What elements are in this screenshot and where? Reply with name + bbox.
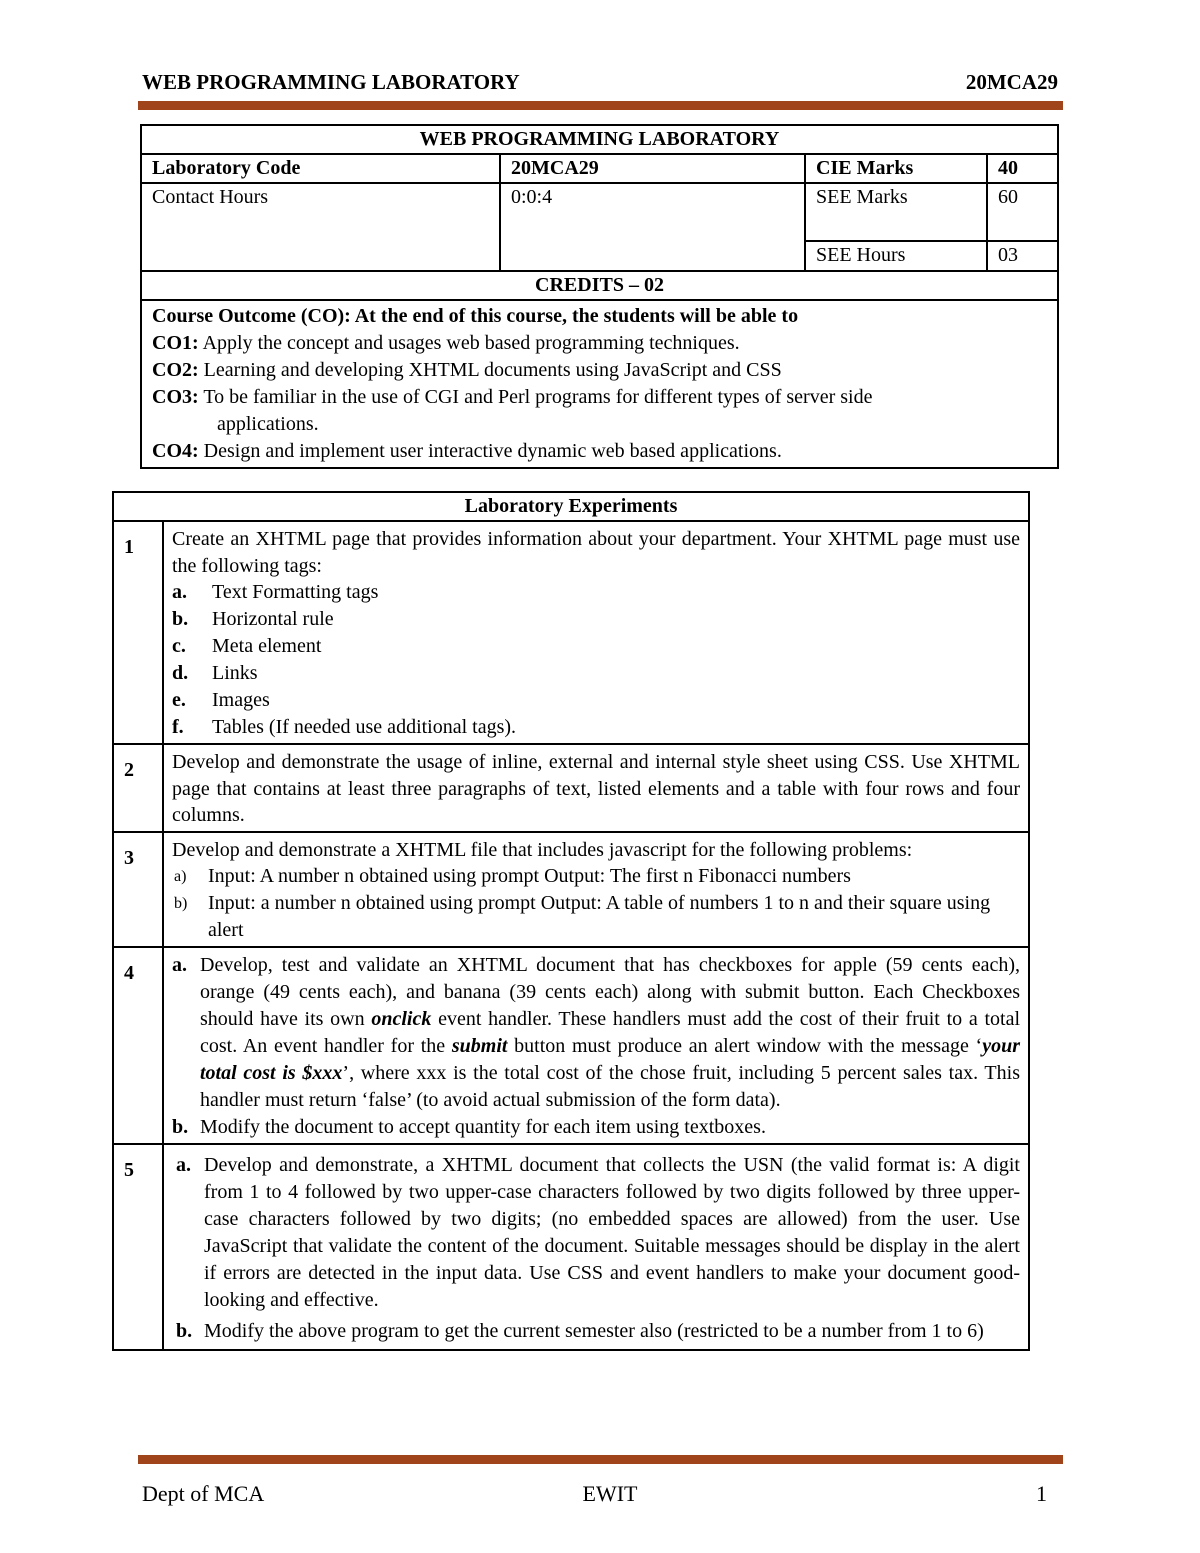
see-hours-label: SEE Hours	[805, 241, 987, 271]
submit-term: submit	[451, 1035, 508, 1057]
contact-hours-label: Contact Hours	[141, 183, 500, 271]
outcome-co1: CO1: Apply the concept and usages web based programming techniques.	[152, 332, 740, 354]
list-item: b) Input: a number n obtained using prompt Output: A table of numbers 1 to n and their square using alert	[174, 892, 991, 941]
experiment-text: Create an XHTML page that provides information about your department. Your XHTML page must use the following tags:	[172, 528, 1020, 577]
experiment-content	[163, 744, 1029, 832]
list-item: a) Input: A number n obtained using prompt Output: The first n Fibonacci numbers	[174, 865, 851, 887]
see-hours-value: 03	[987, 241, 1058, 271]
contact-hours-value: 0:0:4	[500, 183, 805, 271]
alert-message: your total cost is $xxx	[200, 1035, 1021, 1084]
experiment-part-a: a. Develop, test and validate an XHTML document that has checkboxes for apple (59 cents each), orange (49 cents each), and banana (39 cents each) along with submit button. Each Checkboxes should have its own onclick event handler. These handlers must add the cost of their fruit to a total cost. An event handler for the submit button must produce an alert window with the message ‘your total cost is $xxx’, where xxx is the total cost of the chose fruit, including 5 percent sales tax. This handler must return ‘false’ (to avoid actual submission of the form data).	[172, 954, 1021, 1111]
cie-marks-value: 40	[987, 154, 1058, 183]
experiment-content	[163, 521, 1029, 744]
list-item: f. Tables (If needed use additional tags).	[172, 716, 517, 738]
experiment-row	[113, 1144, 1029, 1350]
outcome-heading: Course Outcome (CO): At the end of this course, the students will be able to	[152, 305, 799, 327]
list-item: a. Text Formatting tags	[172, 581, 379, 603]
list-item: b. Horizontal rule	[172, 608, 334, 630]
lab-code-value: 20MCA29	[500, 154, 805, 183]
see-marks-label: SEE Marks	[805, 183, 987, 241]
outcome-co3-continuation: applications.	[217, 413, 319, 435]
experiment-part-b: b. Modify the document to accept quantity for each item using textboxes.	[172, 1116, 766, 1138]
list-item: e. Images	[172, 689, 270, 711]
experiment-number: 5	[113, 1144, 163, 1350]
running-header-title: WEB PROGRAMMING LABORATORY	[142, 70, 520, 94]
experiments-table	[112, 491, 1030, 1351]
experiment-row	[113, 832, 1029, 948]
experiment-part-b: b. Modify the above program to get the current semester also (restricted to be a number from 1 to 6)	[176, 1320, 984, 1342]
experiment-row	[113, 521, 1029, 744]
outcome-co2: CO2: Learning and developing XHTML documents using JavaScript and CSS	[152, 359, 782, 381]
experiment-text: Develop and demonstrate the usage of inline, external and internal style sheet using CSS. Use XHTML page that contains at least three paragraphs of text, listed elements and a table with four rows and four columns.	[172, 751, 1020, 826]
header-rule	[138, 101, 1063, 110]
experiment-number: 4	[113, 947, 163, 1144]
page-number: 1	[1036, 1481, 1047, 1506]
experiment-number: 3	[113, 832, 163, 948]
outcome-co3: CO3: To be familiar in the use of CGI and Perl programs for different types of server side	[152, 386, 873, 408]
experiment-part-a: a. Develop and demonstrate, a XHTML document that collects the USN (the valid format is: A digit from 1 to 4 followed by two upper-case characters followed by two digits followed by three upper-case characters followed by two digits; (no embedded spaces are allowed) from the user. Use JavaScript that validate the content of the document. Suitable messages should be display in the alert if errors are detected in the input data. Use CSS and event handlers to make your document good-looking and effective.	[176, 1154, 1020, 1311]
footer-rule	[138, 1455, 1063, 1464]
outcome-co4: CO4: Design and implement user interactive dynamic web based applications.	[152, 440, 782, 462]
experiments-heading: Laboratory Experiments	[113, 492, 1029, 521]
footer-institution: EWIT	[582, 1481, 638, 1506]
onclick-term: onclick	[371, 1008, 432, 1030]
footer-department: Dept of MCA	[142, 1481, 265, 1506]
course-info-table	[140, 124, 1059, 469]
course-outcomes	[141, 300, 1058, 468]
course-title: WEB PROGRAMMING LABORATORY	[141, 125, 1058, 154]
see-marks-value: 60	[987, 183, 1058, 241]
experiment-number: 2	[113, 744, 163, 832]
experiment-row	[113, 947, 1029, 1144]
list-item: c. Meta element	[172, 635, 322, 657]
experiment-content	[163, 832, 1029, 948]
experiment-text: Develop and demonstrate a XHTML file that includes javascript for the following problems:	[172, 838, 913, 861]
experiment-content	[163, 947, 1029, 1144]
experiment-number: 1	[113, 521, 163, 744]
running-header-code: 20MCA29	[965, 70, 1058, 94]
lab-code-label: Laboratory Code	[141, 154, 500, 183]
experiment-content	[163, 1144, 1029, 1350]
credits: CREDITS – 02	[141, 271, 1058, 300]
cie-marks-label: CIE Marks	[805, 154, 987, 183]
experiment-row	[113, 744, 1029, 832]
list-item: d. Links	[172, 662, 258, 684]
